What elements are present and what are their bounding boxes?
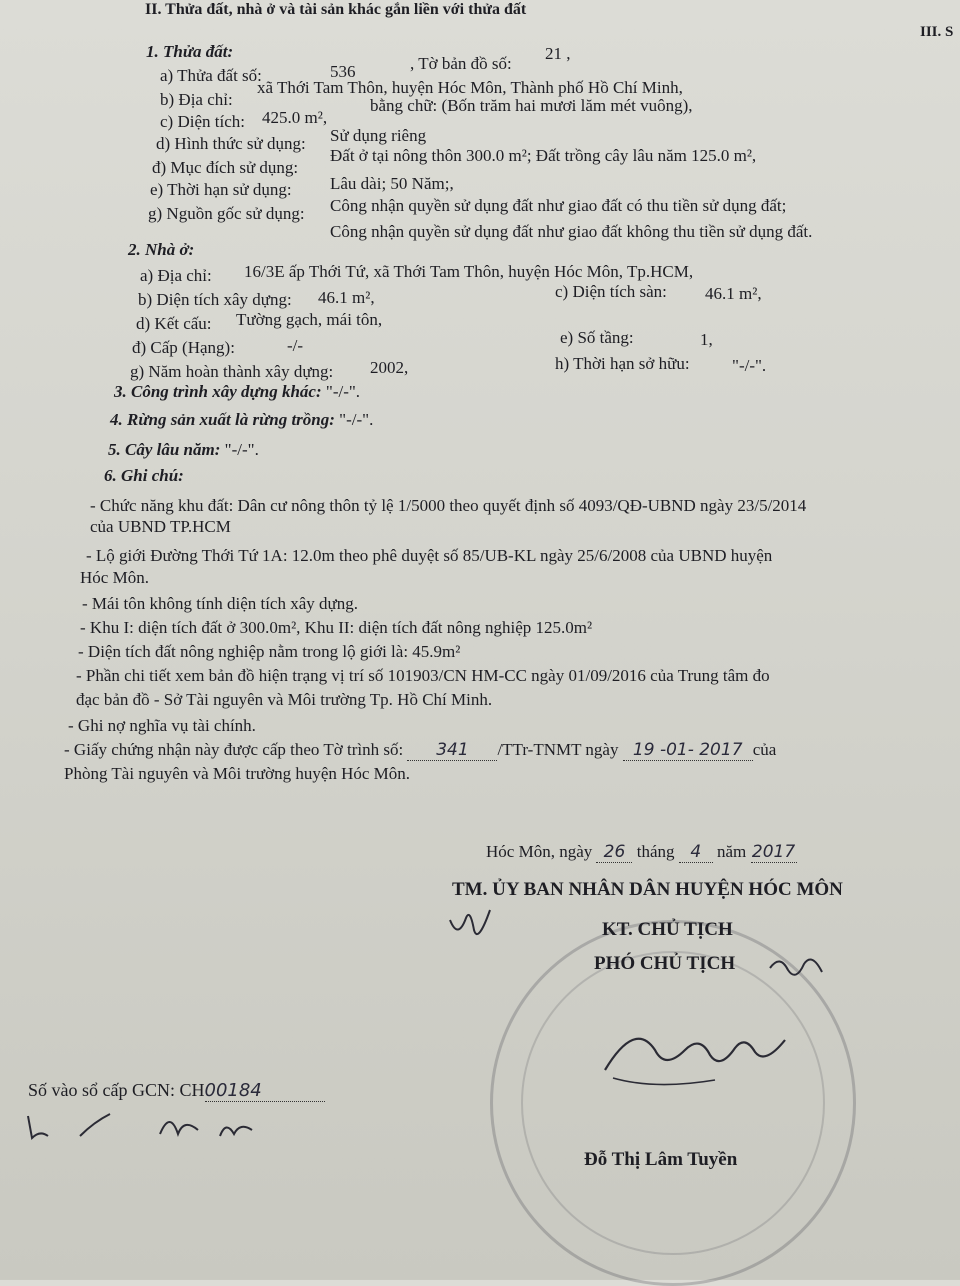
issuance-prefix: - Giấy chứng nhận này được cấp theo Tờ trình số: bbox=[64, 740, 408, 759]
completion-year-label: g) Năm hoàn thành xây dựng: bbox=[130, 362, 334, 381]
usage-purpose-label: đ) Mục đích sử dụng: bbox=[152, 158, 299, 177]
house-heading: 2. Nhà ở: bbox=[128, 240, 195, 259]
role-line-1: KT. CHỦ TỊCH bbox=[602, 919, 733, 940]
land-address-value: xã Thới Tam Thôn, huyện Hóc Môn, Thành phố Hồ Chí Minh, bbox=[257, 78, 683, 97]
ownership-term-label: h) Thời hạn sở hữu: bbox=[555, 354, 690, 373]
map-sheet-label: , Tờ bản đồ số: bbox=[410, 54, 512, 73]
signer-name: Đỗ Thị Lâm Tuyền bbox=[584, 1149, 738, 1170]
land-address-label: b) Địa chỉ: bbox=[160, 90, 233, 109]
issuance-suffix: của bbox=[752, 740, 777, 759]
submission-date: 19 -01- 2017 bbox=[623, 740, 753, 761]
issue-day: 26 bbox=[596, 842, 632, 863]
usage-term-value: Lâu dài; 50 Năm;, bbox=[330, 174, 454, 193]
issue-month: 4 bbox=[679, 842, 713, 863]
other-works-row bbox=[114, 382, 360, 402]
floor-area-value: 46.1 m², bbox=[705, 284, 762, 303]
issue-place: Hóc Môn, ngày bbox=[486, 842, 597, 861]
note-issuance-1 bbox=[64, 740, 776, 761]
build-area-value: 46.1 m², bbox=[318, 288, 375, 307]
year-label: năm bbox=[712, 842, 751, 861]
floors-label: e) Số tầng: bbox=[560, 328, 634, 347]
note-road-area: - Diện tích đất nông nghiệp nằm trong lộ giới là: 45.9m² bbox=[78, 642, 461, 661]
floor-area-label: c) Diện tích sàn: bbox=[555, 282, 667, 301]
floors-value: 1, bbox=[700, 330, 713, 349]
planted-forest-row bbox=[110, 410, 373, 430]
registry-label: Số vào sổ cấp GCN: CH bbox=[28, 1080, 205, 1100]
structure-label: d) Kết cấu: bbox=[136, 314, 212, 333]
grade-label: đ) Cấp (Hạng): bbox=[132, 338, 235, 357]
submission-number: 341 bbox=[407, 740, 497, 761]
role-line-2: PHÓ CHỦ TỊCH bbox=[594, 953, 736, 974]
structure-value: Tường gạch, mái tôn, bbox=[236, 310, 383, 329]
note-issuance-2: Phòng Tài nguyên và Môi trường huyện Hóc Môn. bbox=[64, 764, 411, 783]
planted-forest-value: "-/-". bbox=[339, 410, 374, 429]
note-map-1: - Phần chi tiết xem bản đồ hiện trạng vị trí số 101903/CN HM-CC ngày 01/09/2016 của Trung tâm đo bbox=[76, 666, 770, 685]
initial-mark-icon bbox=[440, 900, 500, 950]
section-title: II. Thửa đất, nhà ở và tài sản khác gắn liền với thửa đất bbox=[145, 1, 527, 18]
usage-term-label: e) Thời hạn sử dụng: bbox=[150, 180, 292, 199]
note-zoning-1: - Chức năng khu đất: Dân cư nông thôn tỷ lệ 1/5000 theo quyết định số 4093/QĐ-UBND ngày 23/5/2014 bbox=[90, 496, 807, 515]
land-area-label: c) Diện tích: bbox=[160, 112, 245, 131]
usage-form-value: Sử dụng riêng bbox=[330, 126, 427, 145]
planted-forest-label: 4. Rừng sản xuất là rừng trồng: bbox=[110, 410, 335, 429]
issue-place-date bbox=[486, 842, 797, 863]
perennial-trees-row bbox=[108, 440, 259, 460]
land-parcel-number: 536 bbox=[330, 62, 356, 81]
note-road-2: Hóc Môn. bbox=[80, 568, 149, 587]
usage-origin-value-1: Công nhận quyền sử dụng đất như giao đất có thu tiền sử dụng đất; bbox=[330, 196, 787, 215]
handwritten-signature-icon bbox=[595, 1010, 795, 1100]
next-section-marker: III. S bbox=[920, 24, 954, 40]
registry-number: 00184 bbox=[205, 1081, 325, 1102]
note-road-1: - Lộ giới Đường Thới Tứ 1A: 12.0m theo phê duyệt số 85/UB-KL ngày 25/6/2008 của UBND huyện bbox=[86, 546, 773, 565]
grade-value: -/- bbox=[287, 336, 304, 355]
month-label: tháng bbox=[632, 842, 679, 861]
note-zoning-2: của UBND TP.HCM bbox=[90, 517, 231, 536]
usage-origin-value-2: Công nhận quyền sử dụng đất như giao đất không thu tiền sử dụng đất. bbox=[330, 222, 813, 241]
other-works-label: 3. Công trình xây dựng khác: bbox=[114, 382, 322, 401]
perennial-trees-label: 5. Cây lâu năm: bbox=[108, 440, 221, 459]
other-works-value: "-/-". bbox=[325, 382, 361, 401]
note-zones: - Khu I: diện tích đất ở 300.0m², Khu II: diện tích đất nông nghiệp 125.0m² bbox=[80, 618, 593, 637]
issue-year: 2017 bbox=[751, 842, 796, 862]
note-roof: - Mái tôn không tính diện tích xây dựng. bbox=[82, 594, 358, 613]
completion-year-value: 2002, bbox=[370, 358, 409, 377]
note-map-2: đạc bản đồ - Sở Tài nguyên và Môi trường Tp. Hồ Chí Minh. bbox=[76, 690, 493, 709]
issuing-authority: TM. ỦY BAN NHÂN DÂN HUYỆN HÓC MÔN bbox=[452, 879, 843, 900]
issuance-mid: /TTr-TNMT ngày bbox=[497, 740, 623, 759]
handwritten-notes-icon bbox=[20, 1100, 280, 1160]
perennial-trees-value: "-/-". bbox=[224, 440, 259, 459]
usage-purpose-value: Đất ở tại nông thôn 300.0 m²; Đất trồng cây lâu năm 125.0 m², bbox=[330, 146, 757, 165]
usage-origin-label: g) Nguồn gốc sử dụng: bbox=[148, 204, 305, 223]
house-address-value: 16/3E ấp Thới Tứ, xã Thới Tam Thôn, huyện Hóc Môn, Tp.HCM, bbox=[244, 262, 694, 281]
land-area-value: 425.0 m², bbox=[262, 108, 328, 127]
usage-form-label: d) Hình thức sử dụng: bbox=[156, 134, 306, 153]
notes-heading: 6. Ghi chú: bbox=[104, 466, 184, 485]
approval-mark-icon bbox=[766, 948, 836, 988]
ownership-term-value: "-/-". bbox=[732, 356, 767, 375]
build-area-label: b) Diện tích xây dựng: bbox=[138, 290, 292, 309]
land-parcel-label: a) Thửa đất số: bbox=[160, 66, 262, 85]
land-heading: 1. Thửa đất: bbox=[146, 42, 234, 61]
land-area-words: bằng chữ: (Bốn trăm hai mươi lăm mét vuông), bbox=[370, 96, 693, 115]
registry-line bbox=[28, 1080, 325, 1102]
note-debt: - Ghi nợ nghĩa vụ tài chính. bbox=[68, 716, 256, 735]
house-address-label: a) Địa chỉ: bbox=[140, 266, 212, 285]
map-sheet-number: 21 , bbox=[545, 44, 571, 63]
